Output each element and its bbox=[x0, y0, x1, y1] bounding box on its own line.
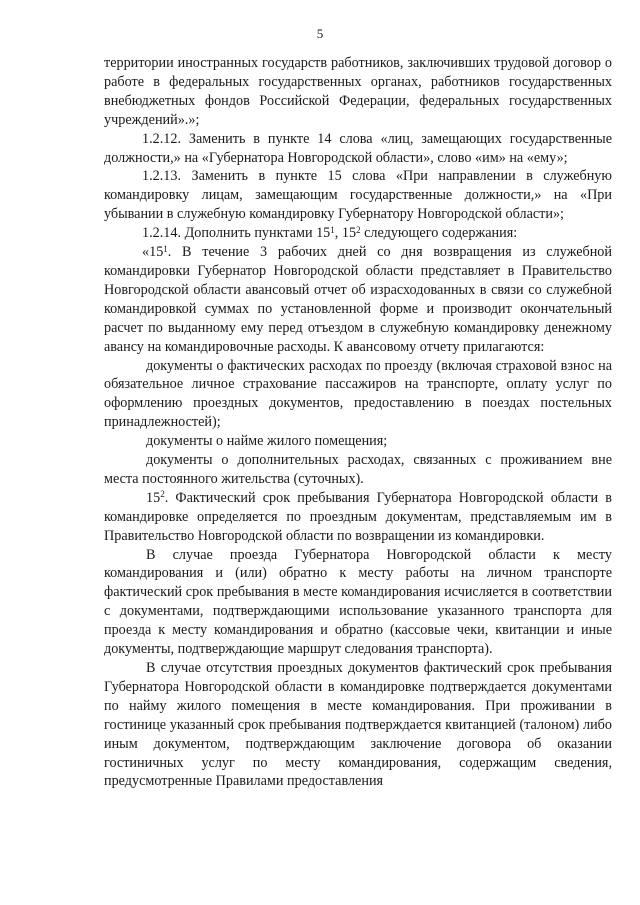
paragraph-personal-transport: В случае проезда Губернатора Новгородской области к месту командирования и (или) обратно к месту работы на личном транспорте фактический срок пребывания в месте командирования исчисляется в соответствии с документами, подтверждающими использование указанного транспорта для проезда к месту командирования и обратно (кассовые чеки, квитанции и иные документы, подтверждающие маршрут следования транспорта). bbox=[104, 546, 612, 658]
paragraph-item-1-2-12: 1.2.12. Заменить в пункте 14 слова «лиц, замещающих государственные должности,» на «Губернатора Новгородской области», слово «им» на «ему»; bbox=[104, 130, 612, 166]
point-15-2-number: 15 bbox=[146, 489, 161, 506]
point-15-2-sup: 2 bbox=[160, 489, 165, 500]
paragraph-travel-documents: документы о фактических расходах по проезду (включая страховой взнос на обязательное личное страхование пассажиров на транспорте, оплату услуг по оформлению проездных документов, предоставлению в поездах постельных принадлежностей); bbox=[104, 357, 612, 431]
paragraph-continuation: территории иностранных государств работников, заключивших трудовой договор о работе в федеральных государственных органах, работников государственных внебюджетных фондов Российской Федерации, федеральных государственных учреждений».»; bbox=[104, 55, 612, 128]
page-number: 5 bbox=[316, 26, 324, 41]
item-1-2-14-sup-1: 1 bbox=[330, 224, 335, 235]
item-1-2-14-sup-2: 2 bbox=[356, 224, 361, 235]
item-1-2-14-text-c: следующего содержания: bbox=[360, 225, 518, 242]
point-15-1-sup: 1 bbox=[163, 243, 168, 254]
paragraph-item-1-2-14 bbox=[104, 224, 612, 243]
item-1-2-14-text-b: , 15 bbox=[334, 225, 357, 242]
paragraph-housing-documents: документы о найме жилого помещения; bbox=[146, 433, 388, 450]
point-15-1-number: «15 bbox=[142, 244, 164, 261]
paragraph-point-15-2 bbox=[104, 489, 612, 546]
paragraph-item-1-2-13: 1.2.13. Заменить в пункте 15 слова «При направлении в служебную командировку лицам, замещающим государственные должности,» на «При убывании в служебную командировку Губернатору Новгородской области»; bbox=[104, 168, 612, 223]
item-1-2-14-text-a: 1.2.14. Дополнить пунктами 15 bbox=[142, 225, 331, 242]
point-15-2-text: . Фактический срок пребывания Губернатора Новгородской области в командировке определяется по проездным документам, представляемым им в Правительство Новгородской области по возвращении из командировки. bbox=[104, 489, 612, 544]
paragraph-no-travel-documents: В случае отсутствия проездных документов фактический срок пребывания Губернатора Новгородской области в командировке подтверждается документами по найму жилого помещения в месте командирования. При проживании в гостинице указанный срок пребывания подтверждается квитанцией (талоном) либо иным документом, подтверждающим заключение договора об оказании гостиничных услуг по месту командирования, содержащим сведения, предусмотренные Правилами предоставления bbox=[104, 660, 612, 790]
paragraph-additional-expenses: документы о дополнительных расходах, связанных с проживанием вне места постоянного жительства (суточных). bbox=[104, 452, 612, 487]
paragraph-point-15-1 bbox=[104, 243, 612, 356]
document-body bbox=[104, 54, 612, 791]
point-15-1-text: . В течение 3 рабочих дней со дня возвращения из служебной командировки Губернатор Новгородской области представляет в Правительство Новгородской области авансовый отчет об израсходованных в связи со служебной командировкой суммах по установленной форме и производит окончательный расчет по выданному ему перед отъездом в служебную командировку денежному авансу на командировочные расходы. К авансовому отчету прилагаются: bbox=[104, 244, 612, 355]
